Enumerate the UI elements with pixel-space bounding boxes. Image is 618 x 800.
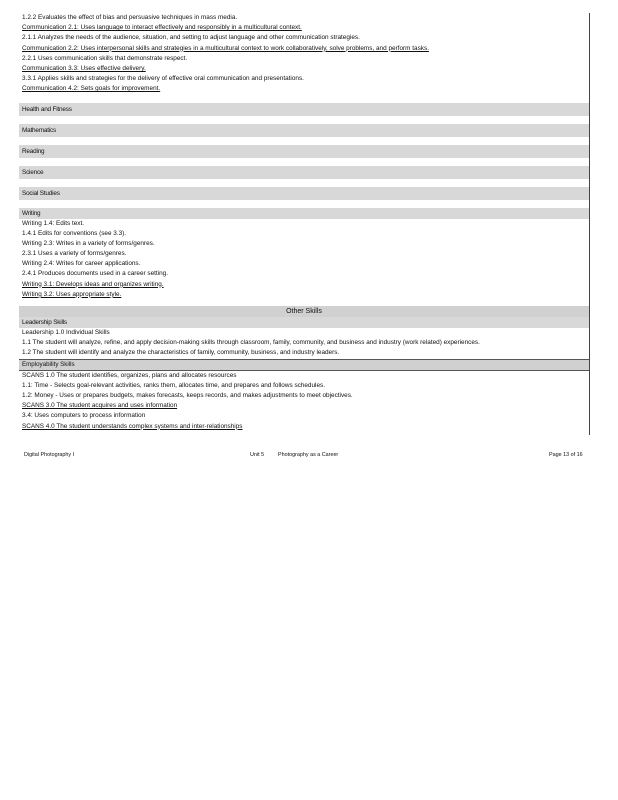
employability-heading: Employability Skills xyxy=(19,359,589,371)
standard-line: Communication 3.3: Uses effective delivery. xyxy=(22,64,146,72)
leadership-section xyxy=(19,328,589,359)
standard-line: 1.1 The student will analyze, refine, and apply decision-making skills through classroom, family, community, and business and industry (work related) experiences. xyxy=(22,339,480,347)
standard-line: 3.4: Uses computers to process information xyxy=(22,412,146,420)
subject-reading: Reading xyxy=(19,145,589,158)
standard-line: SCANS 1.0 The student identifies, organizes, plans and allocates resources xyxy=(22,371,237,379)
standard-line: 2.3.1 Uses a variety of forms/genres. xyxy=(22,250,127,258)
standard-line: Writing 2.4: Writes for career applications. xyxy=(22,260,141,268)
subject-mathematics: Mathematics xyxy=(19,124,589,137)
subject-health-fitness: Health and Fitness xyxy=(19,103,589,116)
standard-line: SCANS 3.0 The student acquires and uses information xyxy=(22,402,178,410)
employability-section xyxy=(19,371,589,432)
writing-section xyxy=(19,219,589,301)
standards-table xyxy=(19,13,590,435)
standard-line: Writing 2.3: Writes in a variety of forms/genres. xyxy=(22,239,155,247)
footer-unit-title: Photography as a Career xyxy=(278,452,339,458)
footer-unit: Unit 5 xyxy=(250,452,265,458)
standard-line: Communication 2.1: Uses language to interact effectively and responsibly in a multicultural context. xyxy=(22,24,302,32)
footer-course: Digital Photography I xyxy=(24,452,75,458)
standard-line: 2.2.1 Uses communication skills that demonstrate respect. xyxy=(22,54,188,62)
leadership-heading: Leadership Skills xyxy=(19,317,589,328)
standard-line: Writing 3.2: Uses appropriate style. xyxy=(22,290,122,298)
standard-line: Writing 3.1: Develops ideas and organizes writing. xyxy=(22,280,164,288)
footer-page-number: Page 13 of 16 xyxy=(549,452,583,458)
standard-line: 1.1: Time - Selects goal-relevant activities, ranks them, allocates time, and prepares and follows schedules. xyxy=(22,381,325,389)
standard-line: 1.2: Money - Uses or prepares budgets, makes forecasts, keeps records, and makes adjustments to meet objectives. xyxy=(22,391,353,399)
other-skills-header: Other Skills xyxy=(19,306,589,317)
standard-line: 1.2 The student will identify and analyze the characteristics of family, community, business, and industry leaders. xyxy=(22,349,340,357)
standard-line: Leadership 1.0 Individual Skills xyxy=(22,329,110,336)
standard-line: Communication 4.2: Sets goals for improvement. xyxy=(22,85,161,93)
standard-line: Writing 1.4: Edits text. xyxy=(22,219,85,227)
standard-line: SCANS 4.0 The student understands complex systems and inter-relationships xyxy=(22,422,243,430)
standard-line: Communication 2.2: Uses interpersonal skills and strategies in a multicultural context to work collaboratively, solve problems, and perform tasks. xyxy=(22,44,429,52)
standard-line: 2.4.1 Produces documents used in a career setting. xyxy=(22,270,169,278)
subject-writing: Writing xyxy=(19,208,589,219)
subject-science: Science xyxy=(19,166,589,179)
communication-section xyxy=(19,13,589,95)
standard-line: 1.4.1 Edits for conventions (see 3.3). xyxy=(22,229,127,237)
standard-line: 2.1.1 Analyzes the needs of the audience, situation, and setting to adjust language and other communication strategies. xyxy=(22,34,360,42)
standard-line: 3.3.1 Applies skills and strategies for the delivery of effective oral communication and presentations. xyxy=(22,75,304,83)
standard-line: 1.2.2 Evaluates the effect of bias and persuasive techniques in mass media. xyxy=(22,14,238,21)
subject-social-studies: Social Studies xyxy=(19,187,589,200)
